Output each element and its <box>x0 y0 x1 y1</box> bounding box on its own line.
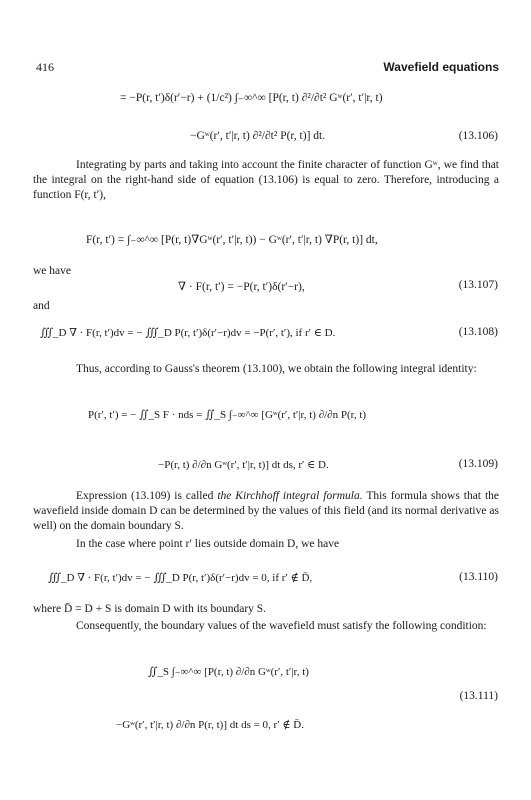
equation-13-109-line-1: P(r′, t′) = − ∬_S F · nds = ∬_S ∫₋∞^∞ [Gʷ(r′, t′|r, t) ∂/∂n P(r, t) <box>88 409 367 421</box>
equation-number-13-110: (13.110) <box>459 571 498 583</box>
equation-13-106-line-2: −Gʷ(r′, t′|r, t) ∂²/∂t² P(r, t)] dt. <box>190 130 326 142</box>
paragraph-gauss-theorem: Thus, according to Gauss's theorem (13.100), we obtain the following integral identity: <box>76 363 477 375</box>
paragraph-integrating-by-parts: Integrating by parts and taking into account the finite character of function Gʷ, we find that the integral on the right-hand side of equation (13.106) is equal to zero. Therefore, introducing a function F(r, t′), <box>33 159 499 201</box>
equation-number-13-106: (13.106) <box>458 130 498 142</box>
equation-13-110: ∭_D ∇ · F(r, t′)dv = − ∭_D P(r, t′)δ(r′−r)dv = 0, if r′ ∉ D̄, <box>48 572 313 584</box>
page-number: 416 <box>36 60 54 74</box>
equation-13-111-line-1: ∬_S ∫₋∞^∞ [P(r, t) ∂/∂n Gʷ(r′, t′|r, t) <box>148 666 309 678</box>
equation-13-109-line-2: −P(r, t) ∂/∂n Gʷ(r′, t′|r, t)] dt ds, r′ ∈ D. <box>158 459 329 471</box>
paragraph-boundary-condition: Consequently, the boundary values of the wavefield must satisfy the following condition: <box>76 620 487 632</box>
text-and: and <box>33 300 50 312</box>
equation-13-108: ∭_D ∇ · F(r, t′)dv = − ∭_D P(r, t′)δ(r′−r)dv = −P(r′, t′), if r′ ∈ D. <box>40 327 336 339</box>
text-domain-boundary: where D̄ = D + S is domain D with its boundary S. <box>33 603 267 615</box>
equation-number-13-108: (13.108) <box>458 326 498 338</box>
equation-13-106-line-1: = −P(r, t′)δ(r′−r) + (1/c²) ∫₋∞^∞ [P(r, t) ∂²/∂t² Gʷ(r′, t′|r, t) <box>120 92 383 104</box>
equation-13-111-line-2: −Gʷ(r′, t′|r, t) ∂/∂n P(r, t)] dt ds = 0, r′ ∉ D̄. <box>116 719 304 731</box>
paragraph-outside-domain: In the case where point r′ lies outside domain D, we have <box>76 538 340 550</box>
equation-number-13-107: (13.107) <box>458 279 498 291</box>
equation-number-13-109: (13.109) <box>458 458 498 470</box>
equation-number-13-111: (13.111) <box>459 690 498 702</box>
kirchhoff-emphasis: the Kirchhoff integral formula. <box>217 490 363 502</box>
equation-f-definition: F(r, t′) = ∫₋∞^∞ [P(r, t)∇Gʷ(r′, t′|r, t)) − Gʷ(r′, t′|r, t) ∇P(r, t)] dt, <box>86 234 378 246</box>
equation-13-107: ∇ · F(r, t′) = −P(r, t′)δ(r′−r), <box>178 281 305 293</box>
kirchhoff-text-before: Expression (13.109) is called <box>76 490 218 502</box>
kirchhoff-text-after: This formula shows that the wavefield inside domain D can be determined by the values of this field (and its normal derivative as well) on the domain boundary S. <box>33 490 500 532</box>
running-title: Wavefield equations <box>383 60 499 74</box>
paragraph-kirchhoff-formula <box>33 489 499 534</box>
text-we-have: we have <box>33 265 71 277</box>
